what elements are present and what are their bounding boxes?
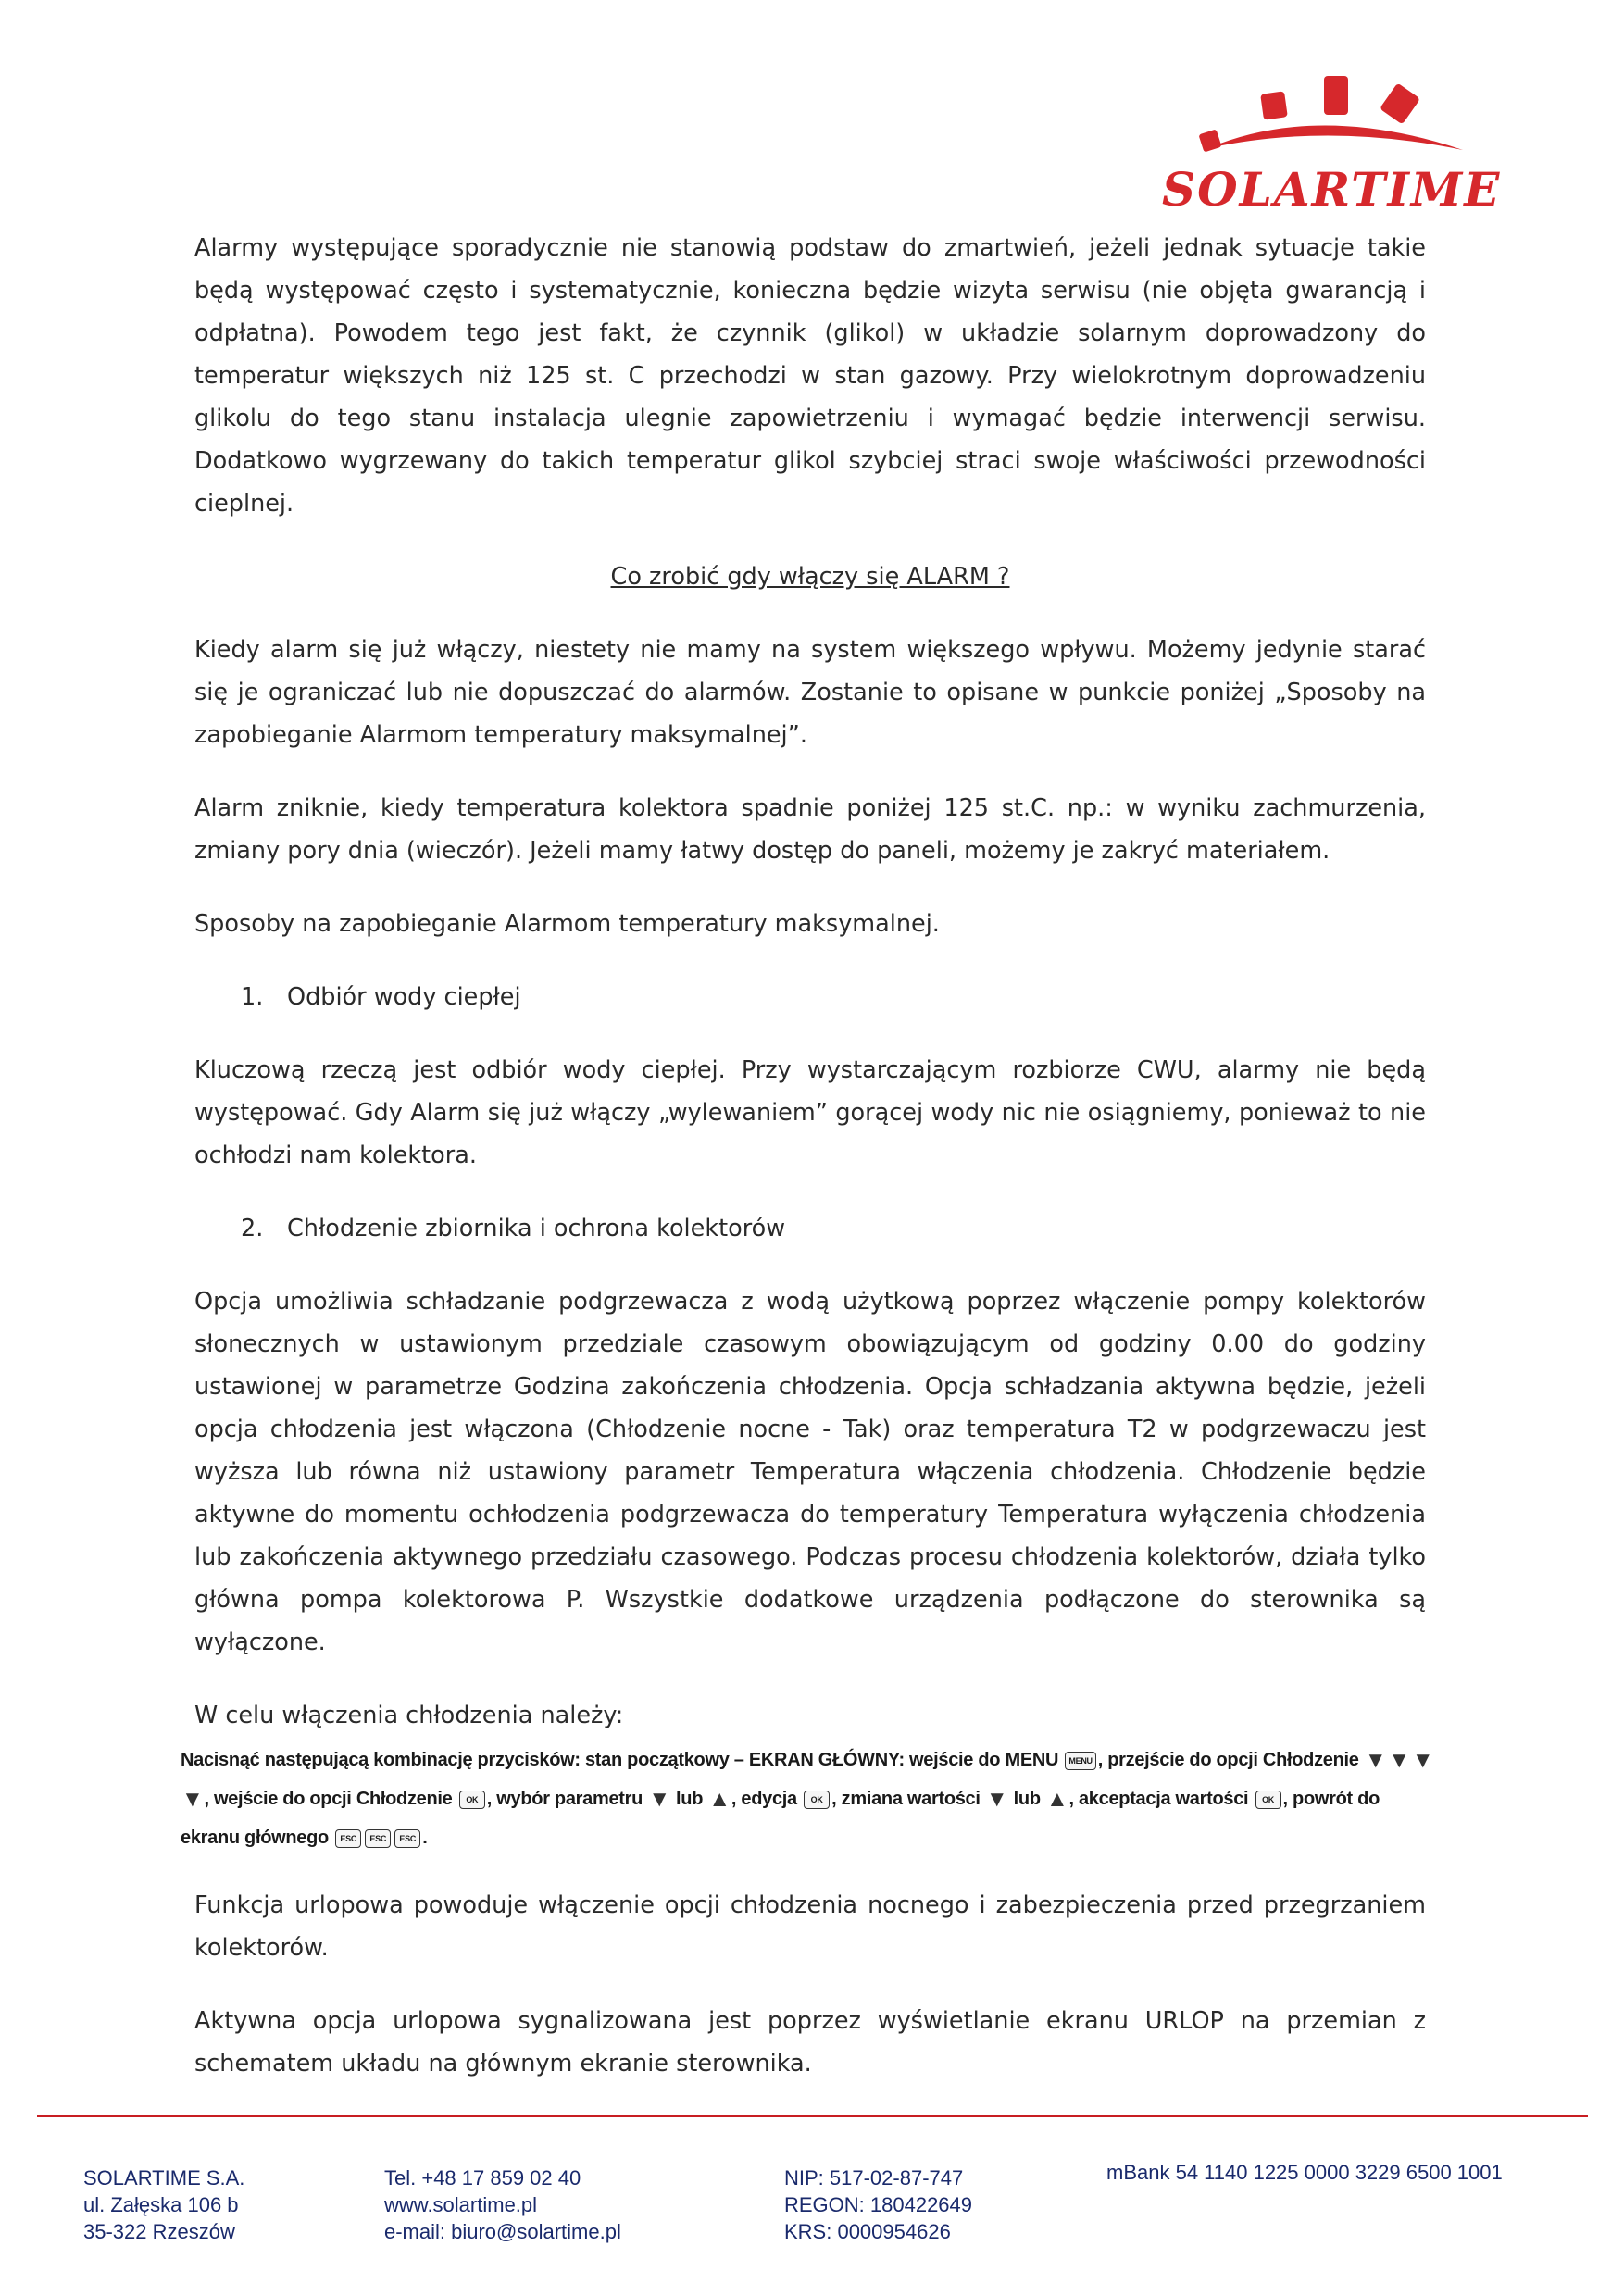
list-label: Chłodzenie zbiornika i ochrona kolektorów	[287, 1215, 786, 1242]
down-arrow-icon: ▼	[181, 1786, 204, 1812]
list-item-1	[241, 976, 1426, 1018]
down-arrow-icon: ▼	[648, 1786, 670, 1812]
section-heading-text: Co zrobić gdy włączy się ALARM ?	[610, 563, 1010, 591]
footer-website[interactable]: www.solartime.pl	[384, 2193, 538, 2216]
footer-email[interactable]: e-mail: biuro@solartime.pl	[384, 2220, 621, 2243]
up-arrow-icon: ▲	[1046, 1786, 1068, 1812]
sun-rays-icon	[1143, 65, 1509, 176]
menu-key-icon: MENU	[1065, 1752, 1095, 1770]
logo-wordmark: SOLARTIME	[1162, 162, 1502, 217]
instr-text: .	[422, 1828, 428, 1848]
list-item-2	[241, 1207, 1426, 1250]
paragraph-hot-water: Kluczową rzeczą jest odbiór wody ciepłej. Przy wystarczającym rozbiorze CWU, alarmy nie będą występować. Gdy Alarm się już włączy „wylewaniem” gorącej wody nic nie osiągniemy, ponieważ to nie ochłodzi nam kolektora.	[194, 1056, 1426, 1169]
list-number: 2.	[241, 1215, 264, 1242]
footer-company: SOLARTIME S.A.	[83, 2166, 245, 2190]
down-arrow-icon: ▼	[1388, 1747, 1410, 1773]
instr-text: , edycja	[731, 1789, 797, 1809]
paragraph-cooling-steps-intro: W celu włączenia chłodzenia należy:	[194, 1702, 624, 1729]
ok-key-icon: OK	[1255, 1791, 1281, 1809]
footer-address	[83, 2165, 244, 2245]
footer-street: ul. Załęska 106 b	[83, 2193, 239, 2216]
document-body	[194, 227, 1426, 1767]
footer-bank-account: mBank 54 1140 1225 0000 3229 6500 1001	[1106, 2161, 1503, 2184]
down-arrow-icon: ▼	[985, 1786, 1008, 1812]
down-arrow-icon: ▼	[1411, 1747, 1434, 1773]
section-heading	[194, 555, 1426, 598]
instr-text: , wybór parametru	[486, 1789, 643, 1809]
instr-text: , przejście do opcji Chłodzenie	[1097, 1750, 1359, 1770]
button-combination-instruction	[181, 1741, 1440, 1857]
solartime-logo	[1143, 65, 1509, 227]
document-body-bottom	[194, 1884, 1426, 2115]
instr-text: , powrót do ekranu głównego	[181, 1789, 1380, 1848]
down-arrow-icon: ▼	[1364, 1747, 1387, 1773]
up-arrow-icon: ▲	[708, 1786, 731, 1812]
footer-bank	[1106, 2159, 1503, 2186]
paragraph-cooling-option: Opcja umożliwia schładzanie podgrzewacza z wodą użytkową poprzez włączenie pompy kolektorów słonecznych w ustawionym przedziale czasowym obowiązującym od godziny 0.00 do godziny ustawionej w parametrze Godzina zakończenia chłodzenia. Opcja schładzania aktywna będzie, jeżeli opcja chłodzenia jest włączona (Chłodzenie nocne - Tak) oraz temperatura T2 w podgrzewaczu jest wyższa lub równa niż ustawiony parametr Temperatura włączenia chłodzenia. Chłodzenie będzie aktywne do momentu ochłodzenia podgrzewacza do temperatury Temperatura wyłączenia chłodzenia lub zakończenia aktywnego przedziału czasowego. Podczas procesu chłodzenia kolektorów, działa tylko główna pompa kolektorowa P. Wszystkie dodatkowe urządzenia podłączone do sterownika są wyłączone.	[194, 1288, 1426, 1656]
list-label: Odbiór wody ciepłej	[287, 983, 521, 1011]
footer-phone: Tel. +48 17 859 02 40	[384, 2166, 581, 2190]
instr-text: , wejście do opcji Chłodzenie	[204, 1789, 453, 1809]
instr-text: , akceptacja wartości	[1068, 1789, 1249, 1809]
paragraph-alarm-disappears: Alarm zniknie, kiedy temperatura kolektora spadnie poniżej 125 st.C. np.: w wyniku zachmurzenia, zmiany pory dnia (wieczór). Jeżeli mamy łatwy dostęp do paneli, możemy je zakryć materiałem.	[194, 794, 1426, 865]
ok-key-icon: OK	[459, 1791, 485, 1809]
esc-key-icon: ESC	[394, 1829, 420, 1848]
ok-key-icon: OK	[804, 1791, 830, 1809]
paragraph-alarm-active: Kiedy alarm się już włączy, niestety nie mamy na system większego wpływu. Możemy jedynie starać się je ograniczać lub nie dopuszczać do alarmów. Zostanie to opisane w punkcie poniżej „Sposoby na zapobieganie Alarmom temperatury maksymalnej”.	[194, 636, 1426, 749]
footer-divider	[37, 2115, 1588, 2117]
paragraph-vacation-signal: Aktywna opcja urlopowa sygnalizowana jest poprzez wyświetlanie ekranu URLOP na przemian z schematem układu na głównym ekranie sterownika.	[194, 2007, 1426, 2078]
intro-paragraph: Alarmy występujące sporadycznie nie stanowią podstaw do zmartwień, jeżeli jednak sytuacje takie będą występować często i systematycznie, konieczna będzie wizyta serwisu (nie objęta gwarancją i odpłatna). Powodem tego jest fakt, że czynnik (glikol) w układzie solarnym doprowadzony do temperatur większych niż 125 st. C przechodzi w stan gazowy. Przy wielokrotnym doprowadzeniu glikolu do tego stanu instalacja ulegnie zapowietrzeniu i wymagać będzie interwencji serwisu. Dodatkowo wygrzewany do takich temperatur glikol szybciej straci swoje właściwości przewodności cieplnej.	[194, 234, 1426, 518]
instr-text: , zmiana wartości	[831, 1789, 981, 1809]
esc-key-icon: ESC	[365, 1829, 391, 1848]
footer-regon: REGON: 180422649	[784, 2193, 973, 2216]
esc-key-icon: ESC	[335, 1829, 361, 1848]
list-number: 1.	[241, 983, 264, 1011]
footer-city: 35-322 Rzeszów	[83, 2220, 235, 2243]
instr-text: Nacisnąć następującą kombinację przycisków: stan początkowy – EKRAN GŁÓWNY: wejście do MENU	[181, 1750, 1059, 1770]
footer-krs: KRS: 0000954626	[784, 2220, 951, 2243]
footer-contact	[384, 2165, 621, 2245]
instr-text: lub	[676, 1789, 704, 1809]
paragraph-vacation-function: Funkcja urlopowa powoduje włączenie opcji chłodzenia nocnego i zabezpieczenia przed przegrzaniem kolektorów.	[194, 1891, 1426, 1962]
paragraph-prevention-title: Sposoby na zapobieganie Alarmom temperatury maksymalnej.	[194, 910, 940, 938]
footer-nip: NIP: 517-02-87-747	[784, 2166, 964, 2190]
footer-registration	[784, 2165, 972, 2245]
instr-text: lub	[1013, 1789, 1041, 1809]
